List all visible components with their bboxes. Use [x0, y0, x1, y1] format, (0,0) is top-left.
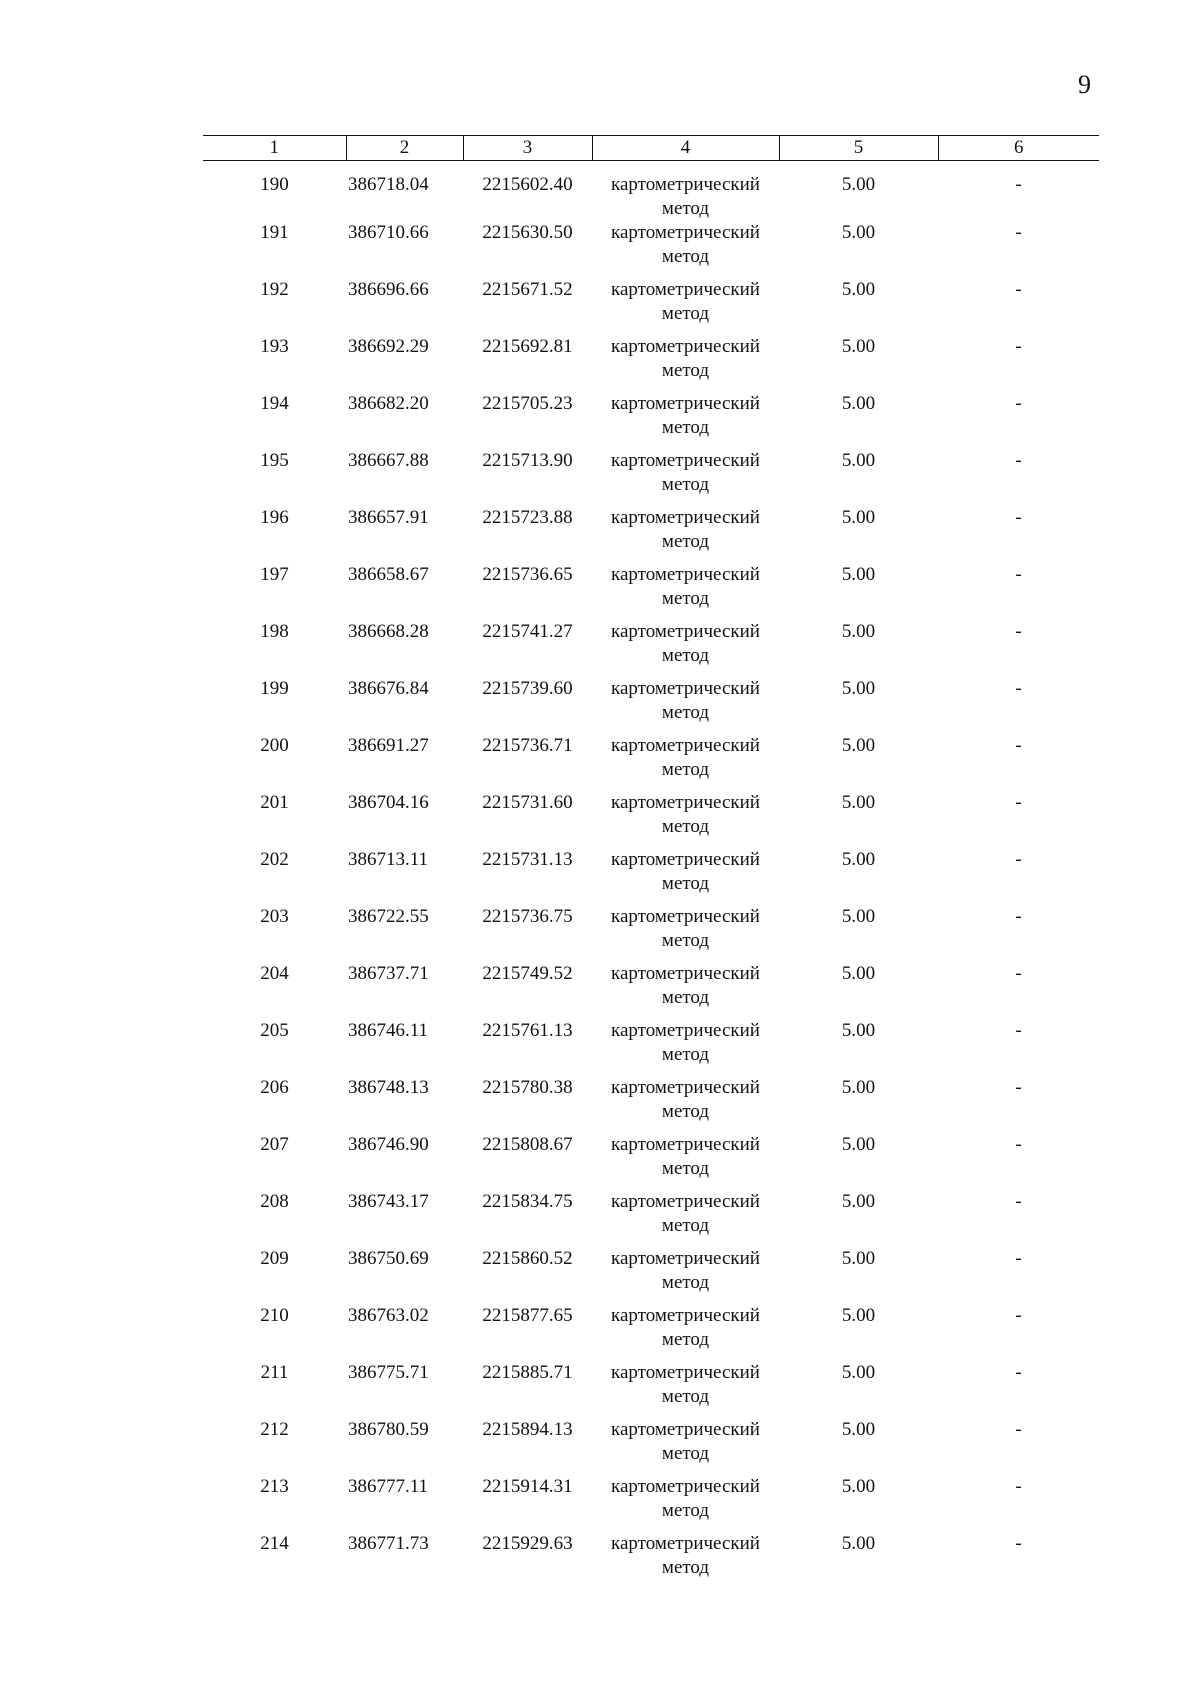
table-row	[203, 161, 1099, 222]
x-coordinate-cell: 386710.66	[348, 222, 429, 243]
x-coordinate-cell: 386718.04	[348, 174, 429, 195]
x-coordinate-cell: 386696.66	[348, 279, 429, 300]
method-cell	[592, 962, 779, 1019]
method-line-2: метод	[661, 1386, 710, 1407]
table-row	[203, 1019, 1099, 1076]
method-line-1: картометрический	[611, 621, 760, 642]
accuracy-cell: 5.00	[841, 735, 876, 756]
method-cell	[592, 677, 779, 734]
table-row	[203, 620, 1099, 677]
point-number-cell: 208	[260, 1191, 289, 1212]
table-row	[203, 791, 1099, 848]
table-row	[203, 335, 1099, 392]
table-row	[203, 1532, 1099, 1589]
method-cell	[592, 335, 779, 392]
accuracy-cell: 5.00	[841, 1191, 876, 1212]
description-cell: -	[1015, 1020, 1022, 1041]
method-cell	[592, 278, 779, 335]
accuracy-cell: 5.00	[841, 507, 876, 528]
description-cell: -	[1015, 792, 1022, 813]
method-line-1: картометрический	[611, 1191, 760, 1212]
method-cell	[592, 392, 779, 449]
x-coordinate-cell: 386658.67	[348, 564, 429, 585]
y-coordinate-cell: 2215914.31	[482, 1476, 573, 1497]
method-line-2: метод	[661, 531, 710, 552]
x-coordinate-cell: 386746.90	[348, 1134, 429, 1155]
method-cell	[592, 905, 779, 962]
point-number-cell: 200	[260, 735, 289, 756]
column-header-2: 2	[346, 136, 463, 161]
y-coordinate-cell: 2215894.13	[482, 1419, 573, 1440]
column-header-5: 5	[779, 136, 938, 161]
y-coordinate-cell: 2215736.75	[482, 906, 573, 927]
method-cell	[592, 620, 779, 677]
table-header	[203, 136, 1099, 161]
header-row	[203, 136, 1099, 161]
method-line-1: картометрический	[611, 1476, 760, 1497]
point-number-cell: 193	[260, 336, 289, 357]
method-line-2: метод	[661, 930, 710, 951]
method-line-1: картометрический	[611, 1533, 760, 1554]
method-line-2: метод	[661, 246, 710, 267]
description-cell: -	[1015, 174, 1022, 195]
point-number-cell: 210	[260, 1305, 289, 1326]
y-coordinate-cell: 2215780.38	[482, 1077, 573, 1098]
method-line-1: картометрический	[611, 1248, 760, 1269]
accuracy-cell: 5.00	[841, 450, 876, 471]
point-number-cell: 205	[260, 1020, 289, 1041]
method-line-2: метод	[661, 1044, 710, 1065]
method-cell	[592, 506, 779, 563]
x-coordinate-cell: 386722.55	[348, 906, 429, 927]
table-row	[203, 905, 1099, 962]
y-coordinate-cell: 2215741.27	[482, 621, 573, 642]
point-number-cell: 212	[260, 1419, 289, 1440]
method-line-1: картометрический	[611, 735, 760, 756]
method-line-1: картометрический	[611, 336, 760, 357]
coordinates-table	[203, 135, 1099, 1589]
point-number-cell: 198	[260, 621, 289, 642]
table-row	[203, 221, 1099, 278]
table-row	[203, 1361, 1099, 1418]
method-line-1: картометрический	[611, 849, 760, 870]
y-coordinate-cell: 2215749.52	[482, 963, 573, 984]
method-line-2: метод	[661, 360, 710, 381]
method-line-2: метод	[661, 873, 710, 894]
method-cell	[592, 1076, 779, 1133]
y-coordinate-cell: 2215736.65	[482, 564, 573, 585]
point-number-cell: 201	[260, 792, 289, 813]
method-line-1: картометрический	[611, 792, 760, 813]
description-cell: -	[1015, 336, 1022, 357]
accuracy-cell: 5.00	[841, 849, 876, 870]
y-coordinate-cell: 2215736.71	[482, 735, 573, 756]
accuracy-cell: 5.00	[841, 279, 876, 300]
x-coordinate-cell: 386692.29	[348, 336, 429, 357]
column-header-6: 6	[938, 136, 1099, 161]
method-line-1: картометрический	[611, 1419, 760, 1440]
accuracy-cell: 5.00	[841, 174, 876, 195]
description-cell: -	[1015, 1533, 1022, 1554]
method-cell	[592, 791, 779, 848]
y-coordinate-cell: 2215713.90	[482, 450, 573, 471]
x-coordinate-cell: 386691.27	[348, 735, 429, 756]
accuracy-cell: 5.00	[841, 678, 876, 699]
method-cell	[592, 161, 779, 222]
x-coordinate-cell: 386748.13	[348, 1077, 429, 1098]
accuracy-cell: 5.00	[841, 564, 876, 585]
table-row	[203, 278, 1099, 335]
x-coordinate-cell: 386668.28	[348, 621, 429, 642]
accuracy-cell: 5.00	[841, 906, 876, 927]
method-cell	[592, 1475, 779, 1532]
method-line-1: картометрический	[611, 174, 760, 195]
description-cell: -	[1015, 1419, 1022, 1440]
method-line-1: картометрический	[611, 1134, 760, 1155]
point-number-cell: 194	[260, 393, 289, 414]
x-coordinate-cell: 386771.73	[348, 1533, 429, 1554]
table-row	[203, 1418, 1099, 1475]
y-coordinate-cell: 2215761.13	[482, 1020, 573, 1041]
method-cell	[592, 221, 779, 278]
y-coordinate-cell: 2215630.50	[482, 222, 573, 243]
y-coordinate-cell: 2215834.75	[482, 1191, 573, 1212]
table-row	[203, 506, 1099, 563]
description-cell: -	[1015, 222, 1022, 243]
column-header-3: 3	[463, 136, 592, 161]
accuracy-cell: 5.00	[841, 1362, 876, 1383]
y-coordinate-cell: 2215692.81	[482, 336, 573, 357]
method-line-1: картометрический	[611, 1305, 760, 1326]
point-number-cell: 204	[260, 963, 289, 984]
description-cell: -	[1015, 1476, 1022, 1497]
description-cell: -	[1015, 1077, 1022, 1098]
description-cell: -	[1015, 1191, 1022, 1212]
point-number-cell: 203	[260, 906, 289, 927]
method-line-2: метод	[661, 198, 710, 219]
method-line-2: метод	[661, 1500, 710, 1521]
accuracy-cell: 5.00	[841, 1419, 876, 1440]
accuracy-cell: 5.00	[841, 1248, 876, 1269]
method-line-1: картометрический	[611, 1077, 760, 1098]
accuracy-cell: 5.00	[841, 963, 876, 984]
y-coordinate-cell: 2215929.63	[482, 1533, 573, 1554]
accuracy-cell: 5.00	[841, 792, 876, 813]
x-coordinate-cell: 386737.71	[348, 963, 429, 984]
y-coordinate-cell: 2215671.52	[482, 279, 573, 300]
description-cell: -	[1015, 1248, 1022, 1269]
method-line-1: картометрический	[611, 906, 760, 927]
accuracy-cell: 5.00	[841, 393, 876, 414]
point-number-cell: 199	[260, 678, 289, 699]
point-number-cell: 190	[260, 174, 289, 195]
method-line-2: метод	[661, 759, 710, 780]
point-number-cell: 197	[260, 564, 289, 585]
x-coordinate-cell: 386780.59	[348, 1419, 429, 1440]
table-row	[203, 1076, 1099, 1133]
method-cell	[592, 1247, 779, 1304]
method-line-1: картометрический	[611, 1362, 760, 1383]
method-cell	[592, 1190, 779, 1247]
accuracy-cell: 5.00	[841, 1134, 876, 1155]
x-coordinate-cell: 386682.20	[348, 393, 429, 414]
accuracy-cell: 5.00	[841, 1020, 876, 1041]
point-number-cell: 211	[260, 1362, 289, 1383]
accuracy-cell: 5.00	[841, 621, 876, 642]
method-line-1: картометрический	[611, 393, 760, 414]
description-cell: -	[1015, 393, 1022, 414]
method-line-2: метод	[661, 702, 710, 723]
method-cell	[592, 1019, 779, 1076]
method-cell	[592, 1361, 779, 1418]
y-coordinate-cell: 2215739.60	[482, 678, 573, 699]
method-line-2: метод	[661, 1101, 710, 1122]
x-coordinate-cell: 386657.91	[348, 507, 429, 528]
description-cell: -	[1015, 963, 1022, 984]
x-coordinate-cell: 386667.88	[348, 450, 429, 471]
y-coordinate-cell: 2215731.60	[482, 792, 573, 813]
y-coordinate-cell: 2215860.52	[482, 1248, 573, 1269]
table-body	[203, 161, 1099, 1590]
method-cell	[592, 1133, 779, 1190]
description-cell: -	[1015, 279, 1022, 300]
method-line-1: картометрический	[611, 279, 760, 300]
method-line-1: картометрический	[611, 564, 760, 585]
table-row	[203, 1247, 1099, 1304]
method-line-2: метод	[661, 1329, 710, 1350]
method-cell	[592, 449, 779, 506]
y-coordinate-cell: 2215731.13	[482, 849, 573, 870]
page-number: 9	[1078, 70, 1091, 99]
x-coordinate-cell: 386704.16	[348, 792, 429, 813]
point-number-cell: 192	[260, 279, 289, 300]
method-line-1: картометрический	[611, 222, 760, 243]
method-line-1: картометрический	[611, 450, 760, 471]
method-line-1: картометрический	[611, 678, 760, 699]
method-line-2: метод	[661, 303, 710, 324]
x-coordinate-cell: 386775.71	[348, 1362, 429, 1383]
description-cell: -	[1015, 1305, 1022, 1326]
description-cell: -	[1015, 1362, 1022, 1383]
method-line-2: метод	[661, 588, 710, 609]
method-cell	[592, 1418, 779, 1475]
description-cell: -	[1015, 507, 1022, 528]
point-number-cell: 202	[260, 849, 289, 870]
method-line-2: метод	[661, 474, 710, 495]
y-coordinate-cell: 2215885.71	[482, 1362, 573, 1383]
description-cell: -	[1015, 906, 1022, 927]
table-row	[203, 962, 1099, 1019]
method-line-2: метод	[661, 417, 710, 438]
y-coordinate-cell: 2215723.88	[482, 507, 573, 528]
point-number-cell: 209	[260, 1248, 289, 1269]
point-number-cell: 207	[260, 1134, 289, 1155]
x-coordinate-cell: 386743.17	[348, 1191, 429, 1212]
method-line-2: метод	[661, 1557, 710, 1578]
y-coordinate-cell: 2215877.65	[482, 1305, 573, 1326]
method-line-2: метод	[661, 1158, 710, 1179]
accuracy-cell: 5.00	[841, 222, 876, 243]
point-number-cell: 191	[260, 222, 289, 243]
accuracy-cell: 5.00	[841, 1476, 876, 1497]
method-line-2: метод	[661, 1215, 710, 1236]
description-cell: -	[1015, 564, 1022, 585]
x-coordinate-cell: 386713.11	[348, 849, 429, 870]
point-number-cell: 214	[260, 1533, 289, 1554]
x-coordinate-cell: 386750.69	[348, 1248, 429, 1269]
description-cell: -	[1015, 735, 1022, 756]
method-line-2: метод	[661, 987, 710, 1008]
table-row	[203, 848, 1099, 905]
table-row	[203, 1304, 1099, 1361]
point-number-cell: 206	[260, 1077, 289, 1098]
method-cell	[592, 1304, 779, 1361]
method-line-1: картометрический	[611, 1020, 760, 1041]
description-cell: -	[1015, 1134, 1022, 1155]
point-number-cell: 213	[260, 1476, 289, 1497]
table-row	[203, 563, 1099, 620]
description-cell: -	[1015, 621, 1022, 642]
table-row	[203, 734, 1099, 791]
method-line-2: метод	[661, 1443, 710, 1464]
method-cell	[592, 563, 779, 620]
table-row	[203, 392, 1099, 449]
method-cell	[592, 734, 779, 791]
accuracy-cell: 5.00	[841, 1305, 876, 1326]
x-coordinate-cell: 386763.02	[348, 1305, 429, 1326]
accuracy-cell: 5.00	[841, 1077, 876, 1098]
method-cell	[592, 848, 779, 905]
point-number-cell: 195	[260, 450, 289, 471]
method-line-1: картометрический	[611, 507, 760, 528]
y-coordinate-cell: 2215602.40	[482, 174, 573, 195]
accuracy-cell: 5.00	[841, 1533, 876, 1554]
table-row	[203, 677, 1099, 734]
description-cell: -	[1015, 678, 1022, 699]
column-header-4: 4	[592, 136, 779, 161]
point-number-cell: 196	[260, 507, 289, 528]
x-coordinate-cell: 386676.84	[348, 678, 429, 699]
method-line-2: метод	[661, 645, 710, 666]
description-cell: -	[1015, 450, 1022, 471]
y-coordinate-cell: 2215705.23	[482, 393, 573, 414]
table-row	[203, 449, 1099, 506]
table-row	[203, 1133, 1099, 1190]
description-cell: -	[1015, 849, 1022, 870]
x-coordinate-cell: 386777.11	[348, 1476, 429, 1497]
method-line-1: картометрический	[611, 963, 760, 984]
table-row	[203, 1190, 1099, 1247]
method-line-2: метод	[661, 1272, 710, 1293]
accuracy-cell: 5.00	[841, 336, 876, 357]
method-line-2: метод	[661, 816, 710, 837]
x-coordinate-cell: 386746.11	[348, 1020, 429, 1041]
column-header-1: 1	[203, 136, 346, 161]
y-coordinate-cell: 2215808.67	[482, 1134, 573, 1155]
table-row	[203, 1475, 1099, 1532]
method-cell	[592, 1532, 779, 1589]
